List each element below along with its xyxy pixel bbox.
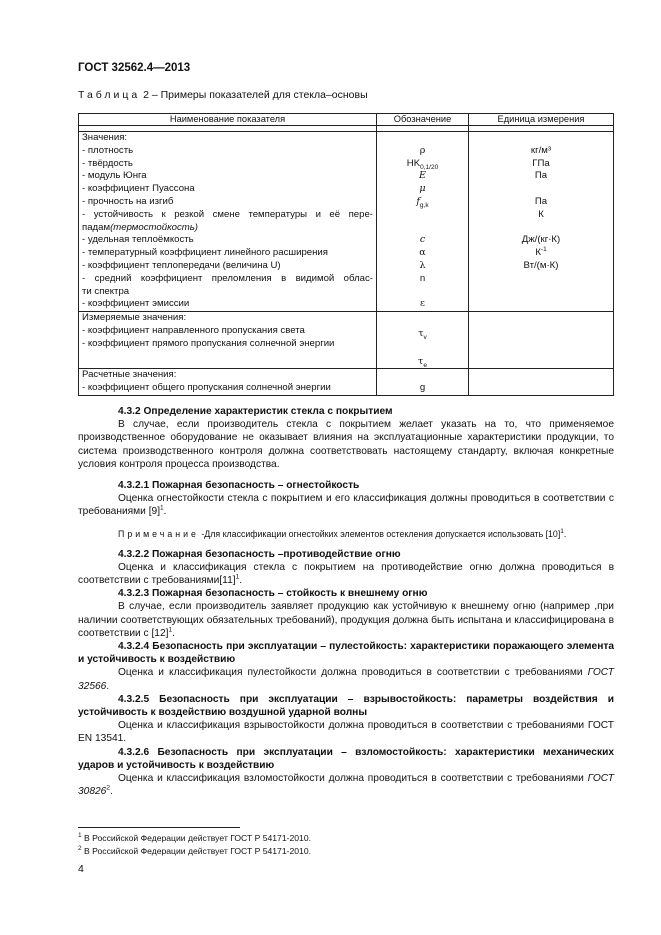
row-name: - температурный коэффициент линейного расширения (82, 247, 328, 259)
row-name: - устойчивость к резкой смене температуры и её пере- (82, 208, 373, 220)
section-heading: 4.3.2.1 Пожарная безопасность – огнестойкость (118, 480, 360, 492)
row-name: - удельная теплоёмкость (82, 234, 194, 246)
row-symbol: E (419, 170, 426, 182)
row-unit: Па (534, 170, 548, 182)
column-header-name: Наименование показателя (79, 114, 377, 126)
section-text: Оценка и классификация стекла с покрытием на противодействие огню должна проводиться в соответствии с $требованиями[11]^1$. (78, 561, 614, 587)
section-text: В случае, если производитель заявляет продукцию как устойчивую к внешнему огню (например ,при наличии соответствующих обязательных требований), продукция должна быть испытана и классифицирована в соответствии с $[12]^1$. (78, 601, 614, 639)
row-symbol: c (419, 234, 426, 246)
row-name: - прочность на изгиб (82, 195, 174, 207)
row-symbol: $\tau_e$ (418, 355, 427, 369)
table-row-group-values (79, 132, 614, 312)
row-unit: $К^{-1}$ (535, 245, 547, 259)
row-name-continued: падам(термостойкость) (82, 221, 198, 233)
table-caption (78, 89, 368, 101)
row-symbol: $HK_{0,1/20}$ (406, 157, 439, 171)
footnote-divider (78, 827, 240, 828)
row-unit: К (538, 208, 544, 220)
column-header-symbol: Обозначение (377, 114, 469, 126)
group-title: Значения: (82, 132, 128, 143)
page-number: 4 (78, 863, 84, 875)
section-heading: 4.3.2.4 Безопасность при эксплуатации – пулестойкость: характеристики поражающего элемента и устойчивость к воздействию (78, 641, 614, 666)
row-name: - плотность (82, 144, 134, 156)
row-unit: Дж/(кг·К) (521, 234, 561, 246)
row-name-continued: ти спектра (82, 285, 130, 297)
row-unit: Па (534, 195, 548, 207)
table-caption-text: 2 – Примеры показателей для стекла–основы (140, 89, 368, 101)
row-symbol: ρ (419, 144, 426, 156)
group-title: Расчетные значения: (82, 369, 177, 381)
section-text: Оценка и классификация взрывостойкости должна проводиться в соответствии с требованиями ГОСТ EN 13541. (78, 720, 614, 745)
section-heading: 4.3.2.5 Безопасность при эксплуатации – взрывостойкость: параметры воздействия и устойчивость к воздействию воздушной ударной волны (78, 693, 614, 719)
table-caption-word: Таблица (78, 89, 141, 101)
table-row-group-measured (79, 312, 614, 369)
row-unit: Вт/(м·К) (523, 259, 559, 271)
row-name: - коэффициент общего пропускания солнечной энергии (82, 382, 331, 394)
section-text: В случае, если производитель стекла с покрытием желает указать на то, что применяемое производственное оборудование не оказывает влияния на эксплуатационные характеристики продукции, то система производственного контроля должна соответствовать настоящему стандарту, включая конкретные условия контроля процесса производства. (78, 419, 614, 470)
note: Примечание -Для классификации огнестойких элементов остекления допускается использовать $[10]^1$. (118, 527, 567, 539)
row-name: - коэффициент теплопередачи (величина U) (82, 259, 281, 271)
footnote: $^1$ В Российской Федерации действует ГОСТ Р 54171-2010. (78, 832, 311, 843)
row-name: - твёрдость (82, 157, 133, 169)
indicators-table (78, 113, 614, 396)
row-symbol: α (419, 247, 426, 259)
row-symbol: ε (420, 298, 425, 310)
note-label: Примечание (118, 528, 199, 539)
row-name: - коэффициент эмиссии (82, 298, 190, 310)
row-name: - коэффициент Пуассона (82, 183, 195, 195)
row-name: - коэффициент прямого пропускания солнечной энергии (82, 337, 335, 349)
row-unit: ГПа (532, 157, 550, 169)
group-title: Измеряемые значения: (82, 312, 187, 324)
row-name: - коэффициент направленного пропускания света (82, 324, 305, 336)
section-heading: 4.3.2.3 Пожарная безопасность – стойкость к внешнему огню (118, 588, 428, 600)
row-symbol: $f_{g,k}$ (416, 195, 429, 209)
row-symbol: n (419, 272, 426, 284)
document-body (78, 405, 614, 798)
section-text: Оценка и классификация взломостойкости должна проводиться в соответствии с требованиями ГОСТ 30826$^2$. (78, 773, 614, 798)
footnote: $^2$ В Российской Федерации действует ГОСТ Р 54171-2010. (78, 845, 311, 856)
document-header: ГОСТ 32562.4—2013 (78, 62, 191, 74)
column-header-unit: Единица измерения (469, 114, 614, 126)
section-text: Оценка и классификация пулестойкости должна проводиться в соответствии с требованиями ГОСТ 32566. (78, 667, 614, 692)
row-symbol: $\tau_v$ (418, 327, 427, 341)
row-name: - средний коэффициент преломления в видимой облас- (82, 272, 373, 284)
section-heading: 4.3.2.2 Пожарная безопасность –противодействие огню (118, 548, 401, 560)
row-symbol: μ (419, 183, 426, 195)
row-unit: кг/м³ (530, 144, 552, 156)
section-heading: 4.3.2 Определение характеристик стекла с покрытием (118, 406, 393, 417)
section-text: Оценка огнестойкости стекла с покрытием и его классификация должны проводиться в соответствии с требованиями $[9]^1$. (78, 493, 614, 518)
section-heading: 4.3.2.6 Безопасность при эксплуатации – взломостойкость: характеристики механических ударов и устойчивость к воздействию (78, 746, 614, 771)
row-symbol: λ (419, 259, 426, 271)
row-symbol: g (419, 382, 426, 394)
row-name: - модуль Юнга (82, 170, 147, 182)
table-row-group-calculated (79, 369, 614, 396)
